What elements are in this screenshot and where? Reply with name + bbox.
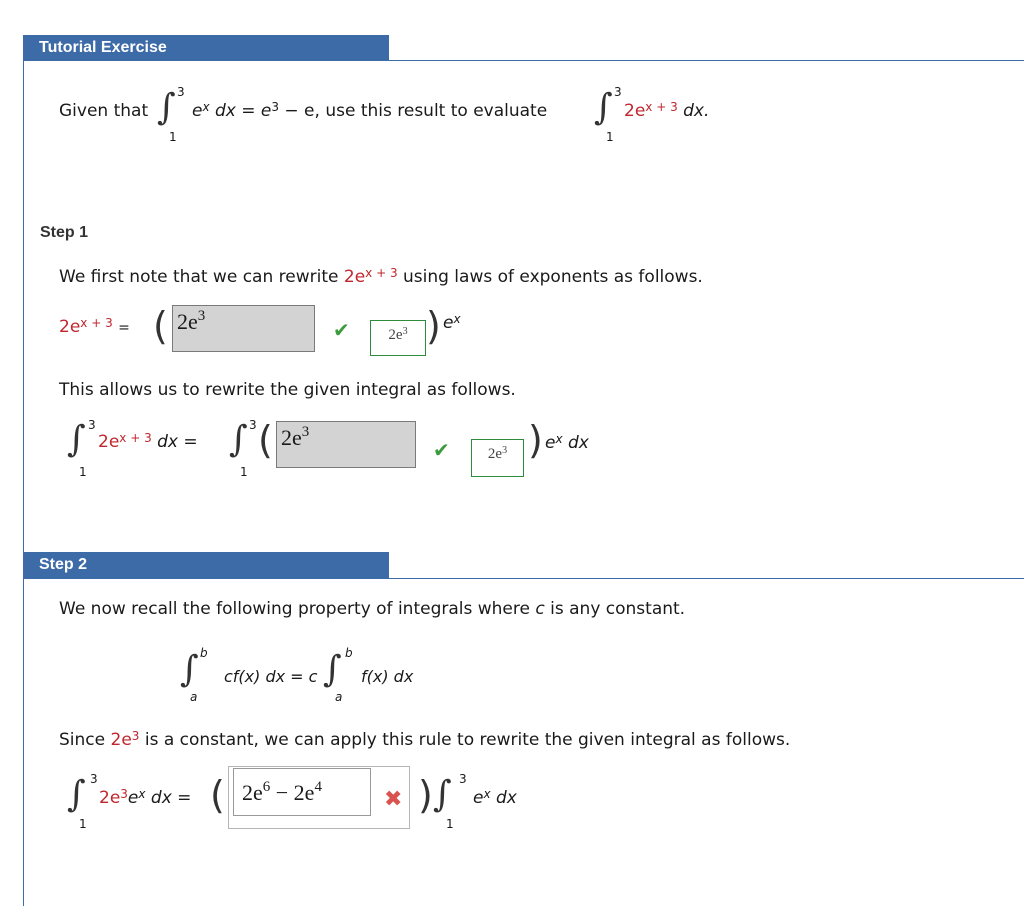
left-paren: ( (258, 418, 273, 462)
right-paren: ) (418, 773, 433, 817)
step1-int-lhs: $2e^{x + 3}$ dx = (98, 431, 198, 452)
upper-limit: 3 (90, 772, 98, 786)
step2-rule (389, 578, 1024, 579)
step2-since: Since $2e^3$ is a constant, we can apply this rule to rewrite the given integral as follows. (59, 729, 791, 750)
integral-sign: ∫ (594, 87, 613, 128)
step2-final-lhs: $2e^3e^x$ dx = (99, 787, 192, 808)
lower-limit: 1 (446, 817, 454, 831)
lower-limit: a (190, 690, 198, 704)
left-rule (23, 61, 24, 906)
upper-limit: b (200, 646, 208, 660)
lower-limit: a (335, 690, 343, 704)
upper-limit: 3 (88, 418, 96, 432)
check-icon: ✔ (333, 318, 350, 342)
step1-lhs: $2e^{x + 3}$ = (59, 316, 130, 337)
upper-limit: 3 (459, 772, 467, 786)
upper-limit: 3 (249, 418, 257, 432)
integral-sign: ∫ (180, 649, 199, 690)
upper-limit: 3 (177, 85, 185, 99)
upper-limit: 3 (614, 85, 622, 99)
tutorial-header (23, 35, 389, 61)
incorrect-icon: ✖ (384, 787, 403, 812)
problem-target: $2e^{x + 3}$ dx. (624, 100, 710, 121)
step1-int-rhs: $e^x$ dx (545, 432, 589, 453)
correct-answer-box: $2e^3$ (370, 320, 426, 356)
integral-sign: ∫ (323, 649, 342, 690)
header-rule (389, 60, 1024, 61)
problem-equation: $e^x$ dx = $e^3 - e$, use this result to evaluate (192, 100, 548, 121)
lower-limit: 1 (79, 817, 87, 831)
check-icon: ✔ (433, 438, 450, 462)
integral-sign: ∫ (433, 774, 452, 815)
integral-sign: ∫ (67, 774, 86, 815)
step1-label: Step 1 (40, 224, 89, 241)
step2-header: Step 2 (23, 552, 389, 579)
integral-sign: ∫ (67, 419, 86, 460)
lower-limit: 1 (79, 465, 87, 479)
upper-limit: b (345, 646, 353, 660)
problem-given: Given that (59, 101, 149, 121)
step1-intro: We first note that we can rewrite $2e^{x + 3}$ using laws of exponents as follows. (59, 266, 703, 287)
lower-limit: 1 (606, 130, 614, 144)
property-right: f(x) dx (361, 667, 414, 686)
step2-recall: We now recall the following property of integrals where c is any constant. (59, 599, 686, 619)
answer-input[interactable]: $2e^6 - 2e^4$ (233, 768, 371, 816)
left-paren: ( (210, 773, 225, 817)
integral-sign: ∫ (157, 87, 176, 128)
correct-answer-box: $2e^3$ (471, 439, 524, 477)
integral-sign: ∫ (229, 419, 248, 460)
left-paren: ( (153, 304, 168, 348)
answer-input[interactable]: $2e^3$ (276, 421, 416, 468)
lower-limit: 1 (240, 465, 248, 479)
step1-rhs: $e^x$ (443, 312, 461, 333)
right-paren: ) (528, 418, 543, 462)
step2-final-rhs: $e^x$ dx (473, 787, 517, 808)
step1-allows: This allows us to rewrite the given integral as follows. (59, 380, 516, 400)
right-paren: ) (426, 304, 441, 348)
tutorial-title: Tutorial Exercise (39, 39, 167, 56)
property-left: cf(x) dx = c (224, 667, 318, 686)
lower-limit: 1 (169, 130, 177, 144)
answer-input[interactable]: $2e^3$ (172, 305, 315, 352)
